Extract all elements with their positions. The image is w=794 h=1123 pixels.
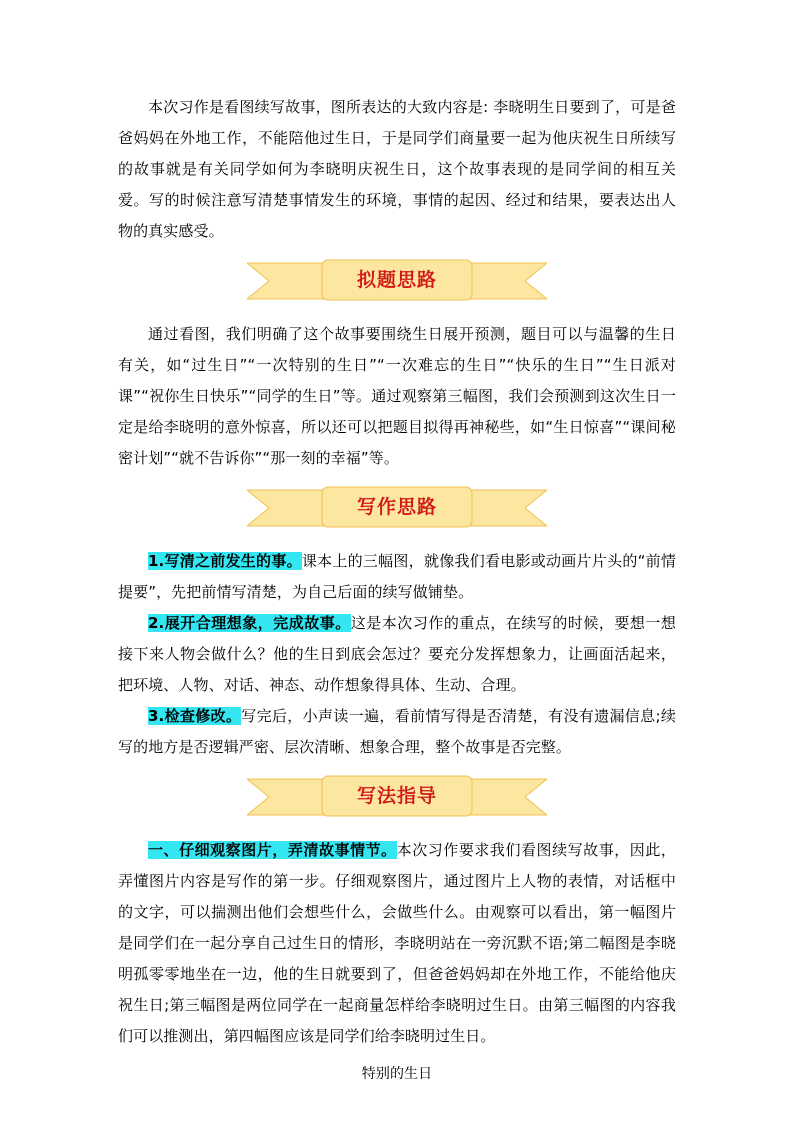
- method-lead-highlight: 一、仔细观察图片，弄清故事情节。: [148, 841, 397, 859]
- section-banner-titling: [247, 253, 547, 309]
- step-text: 这是本次习作的重点，在续写的时候，要想一想接下来人物会做什么？他的生日到底会怎过？要充分发挥想象力，让画面活起来，把环境、人物、对话、神态、动作想象得具体、生动、合理。: [118, 614, 676, 694]
- writing-step-2: [118, 608, 676, 701]
- titling-paragraph: 通过看图，我们明确了这个故事要围绕生日展开预测，题目可以与温馨的生日有关，如“过生日”“一次特别的生日”“一次难忘的生日”“快乐的生日”“生日派对课”“祝你生日快乐”“同学的生日”等。通过观察第三幅图，我们会预测到这次生日一定是给李晓明的意外惊喜，所以还可以把题目拟得再神秘些，如“生日惊喜”“课间秘密计划”“就不告诉你”“那一刻的幸福”等。: [118, 325, 676, 467]
- section-title: 拟题思路: [356, 269, 437, 291]
- step-text: 写完后，小声读一遍，看前情写得是否清楚，有没有遗漏信息;续写的地方是否逻辑严密、层次清晰、想象合理，整个故事是否完整。: [118, 707, 676, 756]
- step-lead-highlight: 3.检查修改。: [148, 707, 242, 725]
- step-lead-highlight: 2.展开合理想象，完成故事。: [148, 614, 351, 632]
- step-text: 课本上的三幅图，就像我们看电影或动画片片头的“前情提要”，先把前情写清楚，为自己后面的续写做铺垫。: [118, 552, 676, 601]
- section-banner-method: [247, 769, 547, 825]
- section-title: 写作思路: [356, 496, 437, 518]
- section-title: 写法指导: [356, 785, 437, 807]
- section-banner-writing-ideas: [247, 480, 547, 536]
- writing-step-1: [118, 546, 676, 608]
- writing-step-3: [118, 701, 676, 763]
- story-title: 特别的生日: [361, 1066, 433, 1082]
- document-page: [118, 92, 676, 1088]
- intro-paragraph: 本次习作是看图续写故事，图所表达的大致内容是: 李晓明生日要到了，可是爸爸妈妈在外地工作，不能陪他过生日，于是同学们商量要一起为他庆祝生日所续写的故事就是有关同学如何为李晓明庆祝生日，这个故事表现的是同学间的相互关爱。写的时候注意写清楚事情发生的环境，事情的起因、经过和结果，要表达出人物的真实感受。: [118, 98, 676, 240]
- method-text: 本次习作要求我们看图续写故事，因此，弄懂图片内容是写作的第一步。仔细观察图片，通过图片上人物的表情，对话框中的文字，可以揣测出他们会想些什么，会做些什么。由观察可以看出，第一幅图片是同学们在一起分享自己过生日的情形，李晓明站在一旁沉默不语;第二幅图是李晓明孤零零地坐在一边，他的生日就要到了，但爸爸妈妈却在外地工作，不能给他庆祝生日;第三幅图是两位同学在一起商量怎样给李晓明过生日。由第三幅图的内容我们可以推测出，第四幅图应该是同学们给李晓明过生日。: [118, 841, 676, 1045]
- method-paragraph: [118, 835, 676, 1052]
- step-lead-highlight: 1.写清之前发生的事。: [148, 552, 302, 570]
